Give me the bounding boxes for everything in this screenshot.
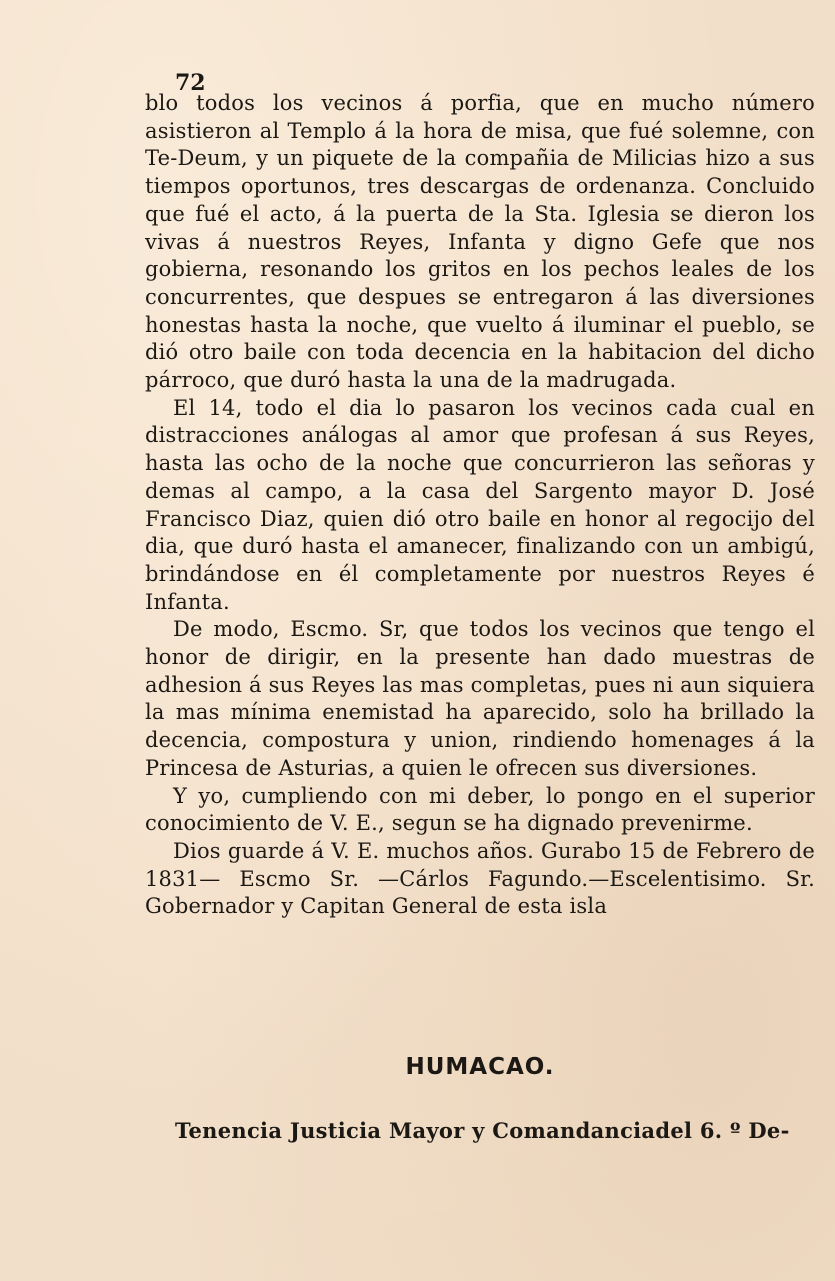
paragraph-1: blo todos los vecinos á porfia, que en mucho número asistieron al Templo á la hora de misa, que fué solemne, con Te-Deum, y un piquete de la compañia de Milicias hizo a sus tiempos oportunos, tres descargas de ordenanza. Concluido que fué el acto, á la puerta de la Sta. Iglesia se dieron los vivas á nuestros Reyes, Infanta y digno Gefe que nos gobierna, resonando los gritos en los pechos leales de los concurrentes, que despues se entregaron á las diversiones honestas hasta la noche, que vuelto á iluminar el pueblo, se dió otro baile con toda decencia en la habitacion del dicho párroco, que duró hasta la una de la madrugada. xyxy=(145,91,815,393)
paragraph-4: Y yo, cumpliendo con mi deber, lo pongo en el superior conocimiento de V. E., segun se ha dignado prevenirme. xyxy=(145,783,815,836)
paragraph-3: De modo, Escmo. Sr, que todos los vecinos que tengo el honor de dirigir, en la presente han dado muestras de adhesion á sus Reyes las mas completas, pues ni aun siquiera la mas mínima enemistad ha aparecido, solo ha brillado la decencia, compostura y union, rindiendo homenages á la Princesa de Asturias, a quien le ofrecen sus diversiones. xyxy=(145,617,815,780)
footer-line: Tenencia Justicia Mayor y Comandanciadel 6. º De- xyxy=(175,1118,790,1143)
paragraph-2: El 14, todo el dia lo pasaron los vecinos cada cual en distracciones análogas al amor que profesan á sus Reyes, hasta las ocho de la noche que concurrieron las señoras y demas al campo, a la casa del Sargento mayor D. José Francisco Diaz, quien dió otro baile en honor al regocijo del dia, que duró hasta el amanecer, finalizando con un ambigú, brindándose en él completamente por nuestros Reyes é Infanta. xyxy=(145,395,815,614)
page-number: 72 xyxy=(175,70,206,96)
body-text xyxy=(145,90,815,921)
section-heading: HUMACAO. xyxy=(405,1054,555,1080)
paragraph-5: Dios guarde á V. E. muchos años. Gurabo 15 de Febrero de 1831— Escmo Sr. —Cárlos Fagundo.—Escelentisimo. Sr. Gobernador y Capitan General de esta isla xyxy=(145,838,815,919)
